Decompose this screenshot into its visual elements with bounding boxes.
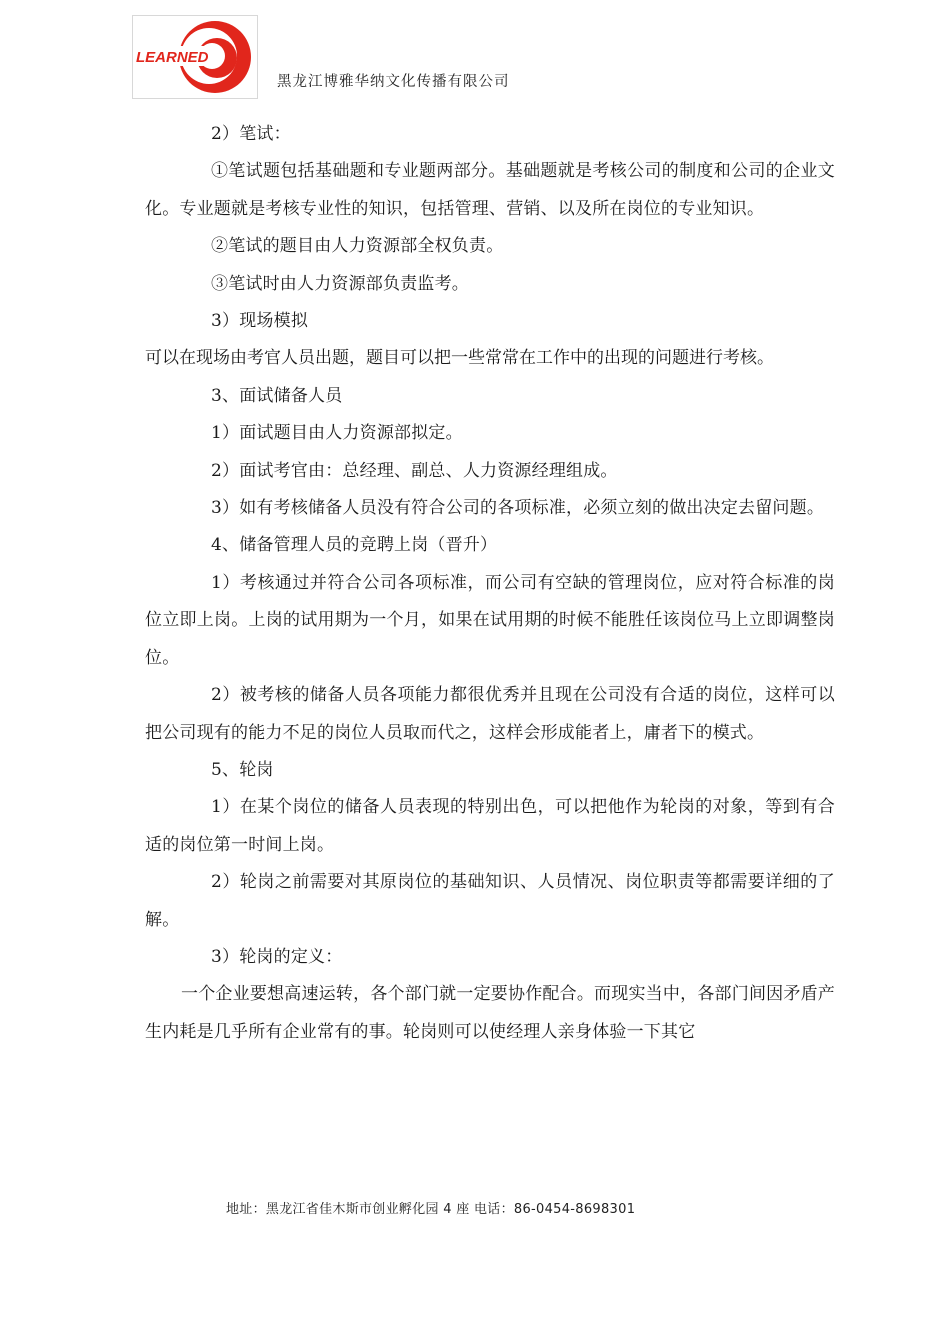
logo-swirl-icon [133,16,257,98]
paragraph: 2）轮岗之前需要对其原岗位的基础知识、人员情况、岗位职责等都需要详细的了解。 [145,872,835,930]
paragraph: 3）现场模拟 [211,311,309,332]
section-heading: 3、面试储备人员 [211,385,343,406]
page-header [132,15,832,99]
paragraph: 2）笔试： [211,124,291,144]
paragraph: 3）如有考核储备人员没有符合公司的各项标准，必须立刻的做出决定去留问题。 [211,498,825,519]
section-heading: 5、轮岗 [211,759,274,780]
page-footer: 地址：黑龙江省佳木斯市创业孵化园 4 座 电话：86-0454-8698301 [226,1202,636,1217]
paragraph: ①笔试题包括基础题和专业题两部分。基础题就是考核公司的制度和公司的企业文化。专业题就是考核专业性的知识，包括管理、营销、以及所在岗位的专业知识。 [145,161,835,219]
paragraph: 可以在现场由考官人员出题，题目可以把一些常常在工作中的出现的问题进行考核。 [145,348,774,369]
paragraph: ②笔试的题目由人力资源部全权负责。 [211,236,504,257]
paragraph: 1）考核通过并符合公司各项标准，而公司有空缺的管理岗位，应对符合标准的岗位立即上岗。上岗的试用期为一个月，如果在试用期的时候不能胜任该岗位马上立即调整岗位。 [145,572,835,668]
company-name: 黑龙江博雅华纳文化传播有限公司 [277,74,510,90]
paragraph: 1）在某个岗位的储备人员表现的特别出色，可以把他作为轮岗的对象，等到有合适的岗位第一时间上岗。 [145,797,835,855]
paragraph: 一个企业要想高速运转，各个部门就一定要协作配合。而现实当中，各部门间因矛盾产生内耗是几乎所有企业常有的事。轮岗则可以使经理人亲身体验一下其它 [145,984,835,1042]
paragraph: 1）面试题目由人力资源部拟定。 [211,423,463,444]
paragraph: 3）轮岗的定义： [211,946,343,967]
paragraph: 2）被考核的储备人员各项能力都很优秀并且现在公司没有合适的岗位，这样可以把公司现有的能力不足的岗位人员取而代之，这样会形成能者上，庸者下的模式。 [145,685,835,743]
logo-text: LEARNED [136,49,209,66]
section-heading: 4、储备管理人员的竞聘上岗（晋升） [211,535,498,556]
paragraph: ③笔试时由人力资源部负责监考。 [211,273,469,294]
company-logo [132,15,258,99]
document-body [145,116,835,1051]
paragraph: 2）面试考官由：总经理、副总、人力资源经理组成。 [211,460,618,481]
